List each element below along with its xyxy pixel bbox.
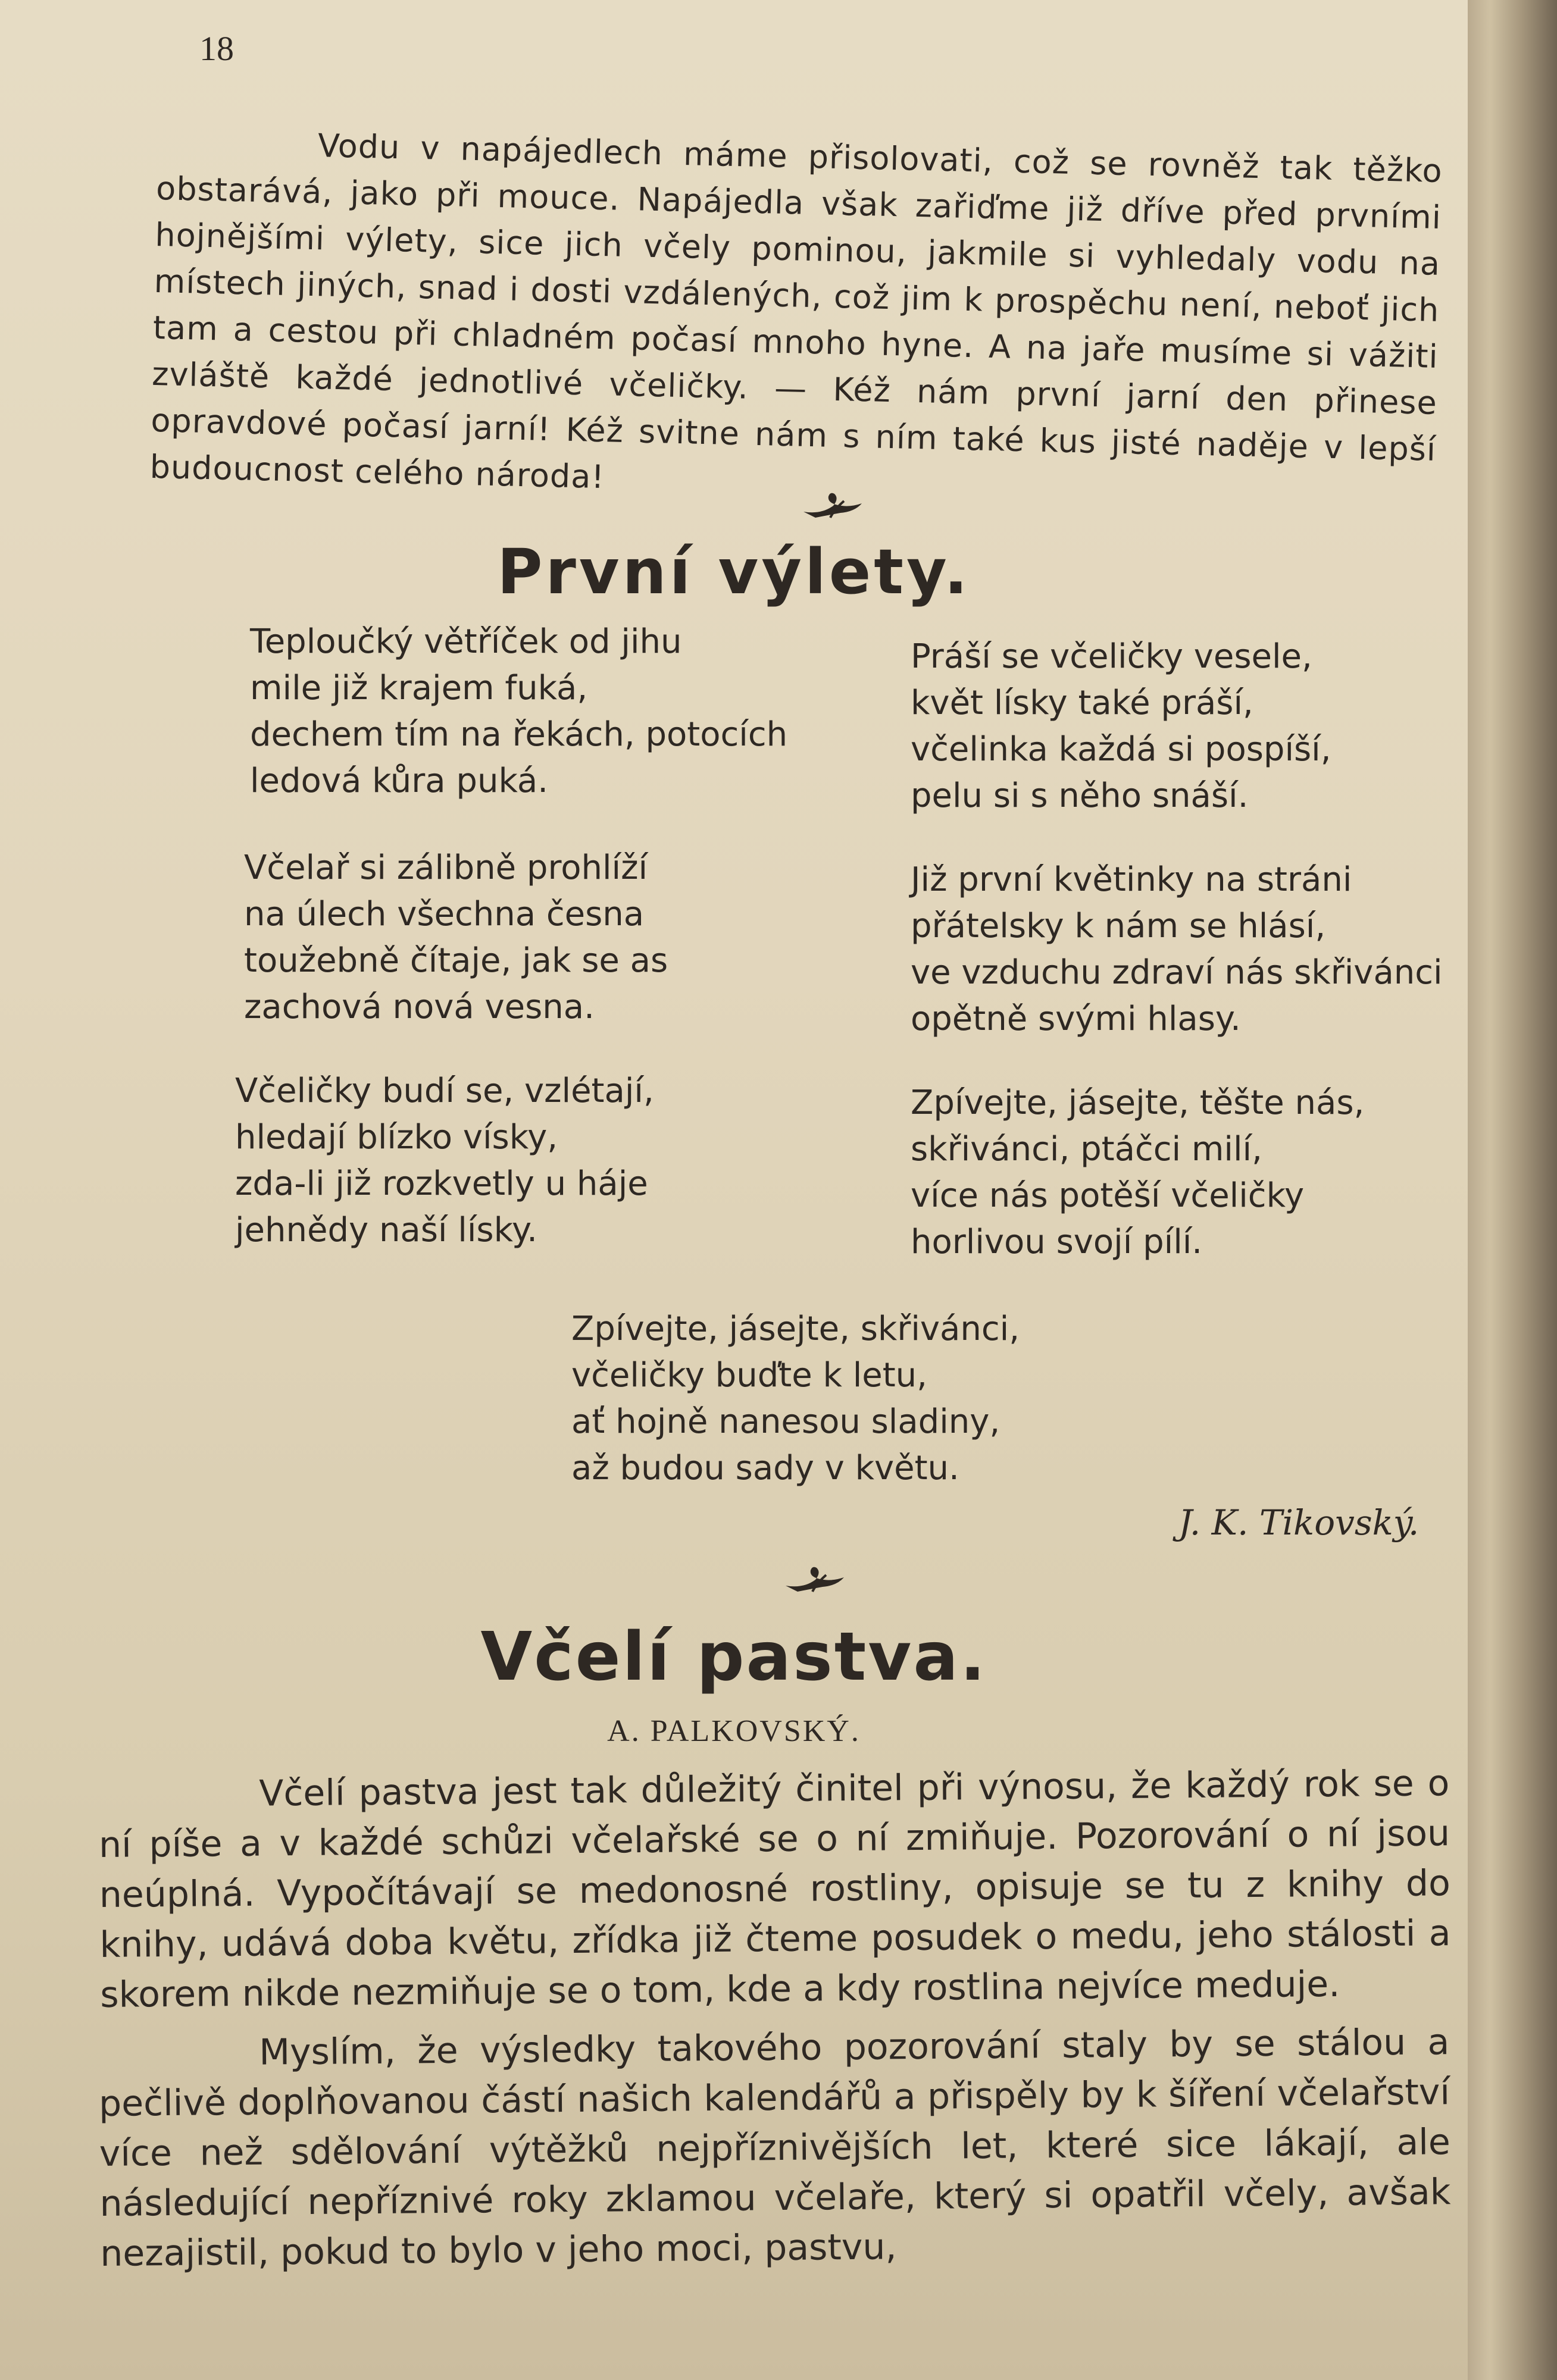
- intro-paragraph: Vodu v napájedlech máme přisolovati, což se rovněž tak těžko obstarává, jako při mouce. Napájedla však zařiďme již dříve před prvními hojnějšími výlety, sice jich včely pominou, jakmile si vyhledaly vodu na místech jiných, snad i dosti vzdálených, což jim k prospěchu není, neboť jich tam a cestou při chladném počasí mnoho hyne. A na jaře musíme si vážiti zvláště každé jednotlivé včeličky. — Kéž nám první jarní den přinese opravdové počasí jarní! Kéž svitne nám s ním také kus jisté naděje v lepší budoucnost celého národa!: [149, 127, 1443, 496]
- ornament-icon: [798, 488, 869, 524]
- poem-line: ve vzduchu zdraví nás skřivánci: [911, 953, 1443, 992]
- poem-line: dechem tím na řekách, potocích: [250, 715, 788, 754]
- poem-stanza: [911, 1080, 1364, 1266]
- poem-line: více nás potěší včeličky: [911, 1176, 1305, 1215]
- book-spine: [1468, 0, 1557, 2380]
- poem-title: První výlety.: [497, 536, 971, 608]
- ornament-icon: [780, 1562, 851, 1598]
- poem-line: zda-li již rozkvetly u háje: [235, 1164, 648, 1203]
- poem-stanza: [911, 857, 1443, 1042]
- poem-line: včelinka každá si pospíší,: [911, 730, 1331, 769]
- poem-line: až budou sady v květu.: [571, 1449, 959, 1488]
- poem-final-stanza: [571, 1306, 1020, 1492]
- poem-line: Včelař si zálibně prohlíží: [244, 848, 648, 887]
- poem-author: J. K. Tikovský.: [1178, 1502, 1420, 1543]
- poem-line: mile již krajem fuká,: [250, 669, 588, 707]
- poem-line: Zpívejte, jásejte, těšte nás,: [911, 1083, 1365, 1122]
- poem-line: toužebně čítaje, jak se as: [244, 941, 668, 980]
- poem-line: ledová kůra puká.: [250, 762, 549, 800]
- poem-stanza: [250, 619, 787, 804]
- poem-line: jehnědy naší lísky.: [235, 1211, 537, 1250]
- poem-line: opětně svými hlasy.: [911, 1000, 1241, 1038]
- poem-stanza: [244, 845, 668, 1031]
- poem-line: ať hojně nanesou sladiny,: [571, 1402, 1001, 1441]
- poem-line: Již první květinky na stráni: [911, 860, 1352, 899]
- poem-line: včeličky buďte k letu,: [571, 1356, 927, 1395]
- poem-line: horlivou svojí pílí.: [911, 1223, 1203, 1261]
- article-paragraph: Včelí pastva jest tak důležitý činitel při výnosu, že každý rok se o ní píše a v každé schůzi včelařské se o ní zmiňuje. Pozorování o ní jsou neúplná. Vypočítávají se medonosné rostliny, opisuje se tu z knihy do knihy, udává doba květu, zřídka již čteme posudek o medu, jeho stálosti a skorem nikde nezmiňuje se o tom, kde a kdy rostlina nejvíce meduje.: [98, 1762, 1451, 2016]
- poem-line: na úlech všechna česna: [244, 895, 645, 934]
- poem-line: zachová nová vesna.: [244, 988, 595, 1026]
- poem-stanza: [235, 1068, 654, 1254]
- poem-line: Zpívejte, jásejte, skřivánci,: [571, 1310, 1020, 1348]
- poem-line: Práší se včeličky vesele,: [911, 637, 1312, 676]
- article-title: Včelí pastva.: [480, 1618, 987, 1696]
- poem-line: Včeličky budí se, vzlétají,: [235, 1072, 654, 1110]
- article-byline: A. PALKOVSKÝ.: [607, 1714, 861, 1748]
- poem-line: hledají blízko vísky,: [235, 1118, 558, 1157]
- article-paragraph: Myslím, že výsledky takového pozorování staly by se stálou a pečlivě doplňovanou částí našich kalendářů a přispěly by k šíření včelařství více než sdělování výtěžků nejpříznivějších let, které sice lákají, ale následující nepříznivé roky zklamou včelaře, který si opatřil včely, avšak nezajistil, pokud to bylo v jeho moci, pastvu,: [98, 2021, 1451, 2275]
- poem-line: květ lísky také práší,: [911, 684, 1253, 722]
- page-number: 18: [199, 29, 234, 68]
- poem-line: Teploučký větříček od jihu: [250, 622, 682, 661]
- poem-stanza: [911, 634, 1331, 819]
- poem-line: skřivánci, ptáčci milí,: [911, 1130, 1262, 1169]
- poem-line: pelu si s něho snáší.: [911, 776, 1249, 815]
- poem-line: přátelsky k nám se hlásí,: [911, 907, 1326, 945]
